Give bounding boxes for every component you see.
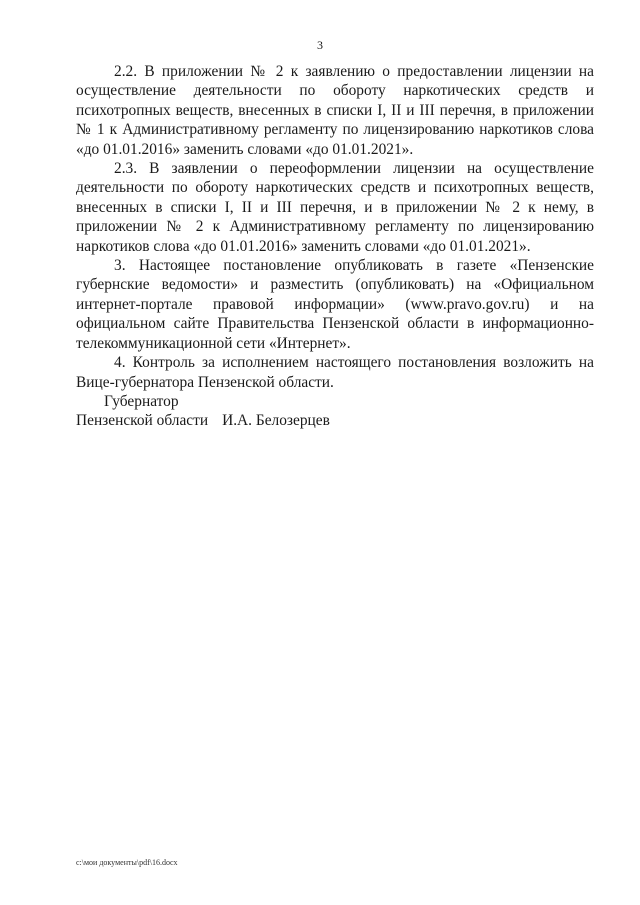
paragraph-4: 4. Контроль за исполнением настоящего постановления возложить на Вице-губернатора Пензенской области. [76, 354, 594, 391]
paragraph-2-3: 2.3. В заявлении о переоформлении лицензии на осуществление деятельности по обороту наркотических средств и психотропных веществ, внесенных в списки I, II и III перечня, и в приложении № 2 к нему, в приложении № 2 к Административному регламенту по лицензированию наркотиков слова «до 01.01.2016» заменить словами «до 01.01.2021». [76, 160, 594, 255]
signature-name: И.А. Белозерцев [222, 412, 330, 430]
paragraph-2-2: 2.2. В приложении № 2 к заявлению о предоставлении лицензии на осуществление деятельности по обороту наркотических средств и психотропных веществ, внесенных в списки I, II и III перечня, в приложении № 1 к Административному регламенту по лицензированию наркотиков слова «до 01.01.2016» заменить словами «до 01.01.2021». [76, 63, 594, 158]
paragraph-3: 3. Настоящее постановление опубликовать в газете «Пензенские губернские ведомости» и разместить (опубликовать) на «Официальном интернет-портале правовой информации» (www.pravo.gov.ru) и на официальном сайте Правительства Пензенской области в информационно-телекоммуникационной сети «Интернет». [76, 257, 594, 352]
signature-title: Губернатор [104, 393, 179, 410]
page-number: 3 [317, 38, 323, 52]
signature-region: Пензенской области [76, 412, 209, 430]
document-body [76, 62, 594, 392]
footer-file-path: c:\мои документы\pdf\16.docx [76, 858, 178, 867]
signature-block [76, 392, 330, 431]
signature-region-line [76, 411, 330, 430]
